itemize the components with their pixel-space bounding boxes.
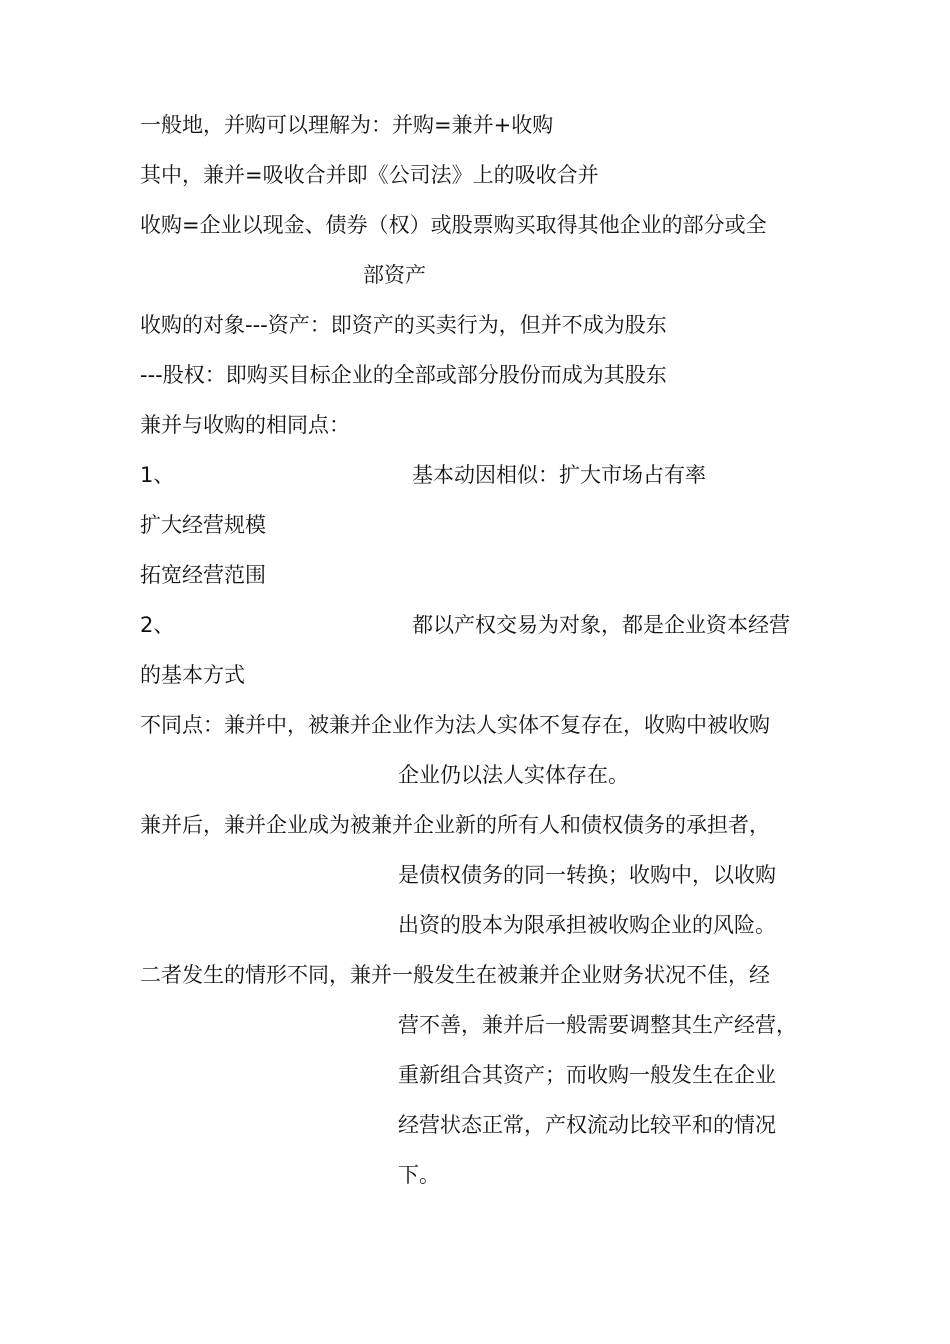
text-line: 企业仍以法人实体存在。 [398, 763, 629, 787]
text-line: 扩大经营规模 [140, 513, 266, 537]
text-line: ---股权：即购买目标企业的全部或部分股份而成为其股东 [140, 363, 667, 387]
text-line: 其中，兼并=吸收合并即《公司法》上的吸收合并 [140, 163, 599, 187]
text-line: 的基本方式 [140, 663, 245, 687]
list-number: 1、 [140, 463, 175, 487]
text-line: 拓宽经营范围 [140, 563, 266, 587]
list-number: 2、 [140, 613, 175, 637]
text-line: 出资的股本为限承担被收购企业的风险。 [398, 913, 776, 937]
text-line: 下。 [398, 1163, 440, 1187]
text-line: 一般地，并购可以理解为：并购=兼并+收购 [140, 113, 554, 137]
text-line: 基本动因相似：扩大市场占有率 [412, 463, 706, 487]
text-line: 是债权债务的同一转换；收购中，以收购 [398, 863, 776, 887]
text-line: 兼并后，兼并企业成为被兼并企业新的所有人和债权债务的承担者， [140, 813, 770, 837]
text-line: 收购的对象---资产：即资产的买卖行为，但并不成为股东 [140, 313, 667, 337]
text-line: 部资产 [363, 263, 426, 287]
text-line: 都以产权交易为对象，都是企业资本经营 [412, 613, 790, 637]
text-line: 收购=企业以现金、债券（权）或股票购买取得其他企业的部分或全 [140, 213, 767, 237]
text-line: 经营状态正常，产权流动比较平和的情况 [398, 1113, 776, 1137]
text-line: 重新组合其资产；而收购一般发生在企业 [398, 1063, 776, 1087]
text-line: 不同点：兼并中，被兼并企业作为法人实体不复存在，收购中被收购 [140, 713, 770, 737]
text-line: 兼并与收购的相同点： [140, 413, 350, 437]
text-line: 营不善，兼并后一般需要调整其生产经营， [398, 1013, 797, 1037]
text-line: 二者发生的情形不同，兼并一般发生在被兼并企业财务状况不佳，经 [140, 963, 770, 987]
